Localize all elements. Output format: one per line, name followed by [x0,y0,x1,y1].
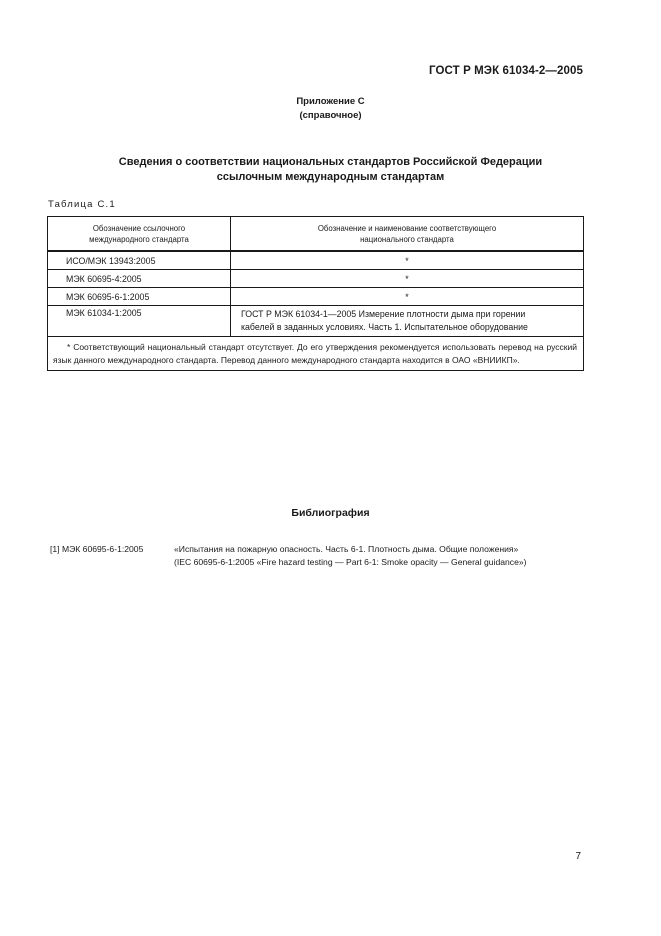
appendix-subtitle: (справочное) [299,110,362,121]
appendix-header [0,95,661,123]
section-heading-line1: Сведения о соответствии национальных стандартов Российской Федерации [118,156,543,168]
table-row [48,270,584,288]
bibliography-ref: [1] МЭК 60695-6-1:2005 [50,544,144,554]
bibliography-line: (IEC 60695-6-1:2005 «Fire hazard testing — Part 6-1: Smoke opacity — General guidance») [174,557,527,567]
table-header-row [48,217,584,252]
table-row [48,306,584,337]
column-header-line: Обозначение и наименование соответствующего [317,223,497,233]
table-cell-ref: ИСО/МЭК 13943:2005 [48,251,231,270]
table-cell-national: * [231,288,584,306]
page-number: 7 [575,851,581,862]
appendix-title: Приложение С [296,96,365,107]
table-cell-ref: МЭК 61034-1:2005 [48,306,231,337]
column-header-line: национального стандарта [360,234,454,244]
column-header-international [48,217,231,252]
table-cell-ref: МЭК 60695-6-1:2005 [48,288,231,306]
column-header-line: международного стандарта [89,234,189,244]
section-heading-line2: ссылочным международным стандартам [216,171,445,183]
bibliography-heading: Библиография [291,507,370,519]
table-footnote-row [48,337,584,371]
table-row [48,251,584,270]
table-caption: Таблица С.1 [48,199,116,210]
table-cell-national [231,306,584,337]
table-cell-line: ГОСТ Р МЭК 61034-1—2005 Измерение плотности дыма при горении [241,309,526,319]
column-header-national [231,217,584,252]
bibliography-line: «Испытания на пожарную опасность. Часть 6-1. Плотность дыма. Общие положения» [174,544,519,554]
correspondence-table-container [47,216,583,371]
table-row [48,288,584,306]
bibliography-description [174,543,590,569]
table-cell-ref: МЭК 60695-4:2005 [48,270,231,288]
correspondence-table [47,216,584,371]
table-cell-national: * [231,270,584,288]
table-footnote [48,337,584,371]
section-heading [0,155,661,185]
table-cell-national: * [231,251,584,270]
footnote-text: * Соответствующий национальный стандарт отсутствует. До его утверждения рекомендуется использовать перевод на русский язык данного международного стандарта. Перевод данного международного стандарта находится в ОАО «ВНИИКП». [53,342,577,365]
table-cell-line: кабелей в заданных условиях. Часть 1. Испытательное оборудование [241,322,528,332]
document-code: ГОСТ Р МЭК 61034-2—2005 [429,65,583,77]
column-header-line: Обозначение ссылочного [92,223,186,233]
